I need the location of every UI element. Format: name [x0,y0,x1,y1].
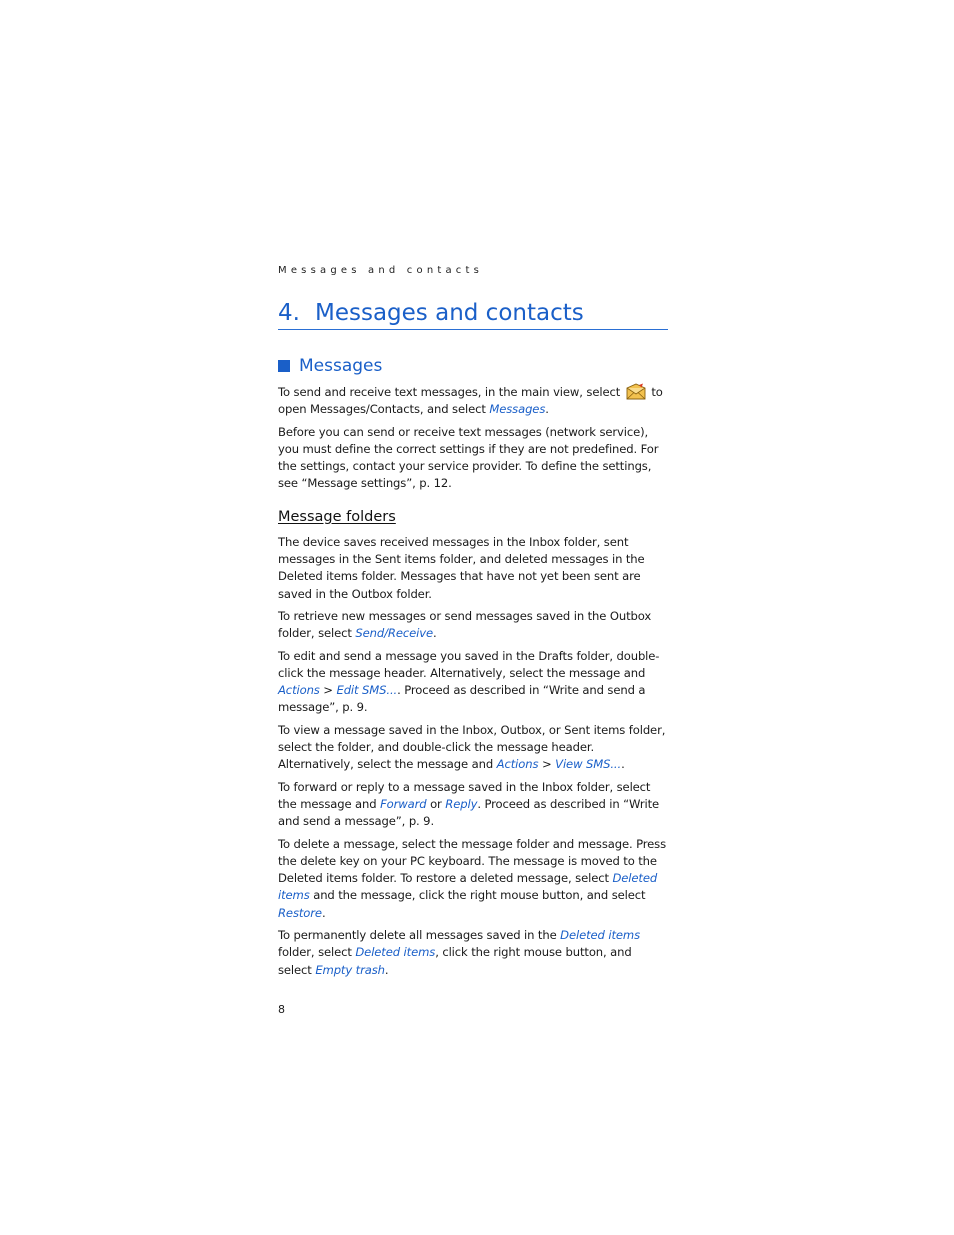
view-sms-command: View SMS... [555,757,622,772]
folders-paragraph-2 [278,608,668,643]
chapter-title [278,297,668,330]
send-receive-command: Send/Receive [355,626,433,641]
chapter-title-text: Messages and contacts [315,300,584,326]
folders-paragraph-3 [278,648,668,717]
restore-command: Restore [278,905,322,920]
page-number: 8 [278,1002,285,1016]
folders-paragraph-7 [278,927,668,979]
text-run: > [541,757,552,772]
text-run: . Proceed as described in “Write and send a message”, p. 9. [278,683,646,715]
text-run: To send and receive text messages, in the main view, select [278,385,621,399]
manual-page [278,262,668,1017]
text-run: and the message, click the right mouse button, and select [313,888,646,903]
text-run: To edit and send a message you saved in the Drafts folder, double-click the message header. Alternatively, select the message and [278,648,660,680]
forward-command: Forward [380,796,427,811]
text-run: To view a message saved in the Inbox, Outbox, or Sent items folder, select the folder, and double-click the message header. Alternatively, select the message and [278,722,666,772]
text-run: . [621,757,625,772]
folders-paragraph-4 [278,722,668,774]
text-run: . [321,905,326,920]
messages-menu-item: Messages [489,402,546,417]
text-run: folder, select [278,945,352,960]
section-title-text: Messages [299,356,383,376]
running-header: Messages and contacts [278,265,484,276]
text-run: or [430,796,442,811]
folders-paragraph-5 [278,779,668,831]
text-run: To delete a message, select the message folder and message. Press the delete key on your PC keyboard. The message is moved to the Deleted items folder. To restore a deleted message, select [278,836,667,886]
text-run: . [432,626,437,641]
deleted-items-folder: Deleted items [355,945,436,960]
intro-paragraph-2: Before you can send or receive text messages (network service), you must define the correct settings if they are not predefined. For the settings, contact your service provider. To define the settings, see “Message settings”, p. 12. [278,424,659,491]
intro-paragraph-1 [278,383,668,419]
text-run: To permanently delete all messages saved in the [278,928,557,943]
edit-sms-command: Edit SMS... [336,683,398,698]
text-run: . [545,402,549,417]
text-run: . [384,962,389,977]
chapter-number: 4. [278,300,300,326]
actions-command: Actions [496,757,539,772]
section-title [278,355,668,377]
text-run: To forward or reply to a message saved in the Inbox folder, select the message and [278,779,651,811]
actions-command: Actions [278,683,320,698]
text-run: , click the right mouse button, and select [278,945,632,977]
square-bullet-icon [278,360,290,372]
text-run: To retrieve new messages or send messages saved in the Outbox folder, select [278,608,652,641]
messages-envelope-icon [626,383,646,400]
reply-command: Reply [445,796,478,811]
folders-paragraph-1: The device saves received messages in the Inbox folder, sent messages in the Sent items folder, and deleted messages in the Deleted items folder. Messages that have not yet been sent are saved in the Outbox folder. [278,534,645,601]
text-run: . Proceed as described in “Write and send a message”, p. 9. [278,796,660,829]
deleted-items-folder: Deleted items [278,871,658,903]
text-run: to open Messages/Contacts, and select [278,385,663,417]
empty-trash-command: Empty trash [315,962,385,977]
subsection-title: Message folders [278,508,396,525]
deleted-items-folder: Deleted items [560,928,640,943]
folders-paragraph-6 [278,836,668,922]
text-run: > [323,683,333,698]
